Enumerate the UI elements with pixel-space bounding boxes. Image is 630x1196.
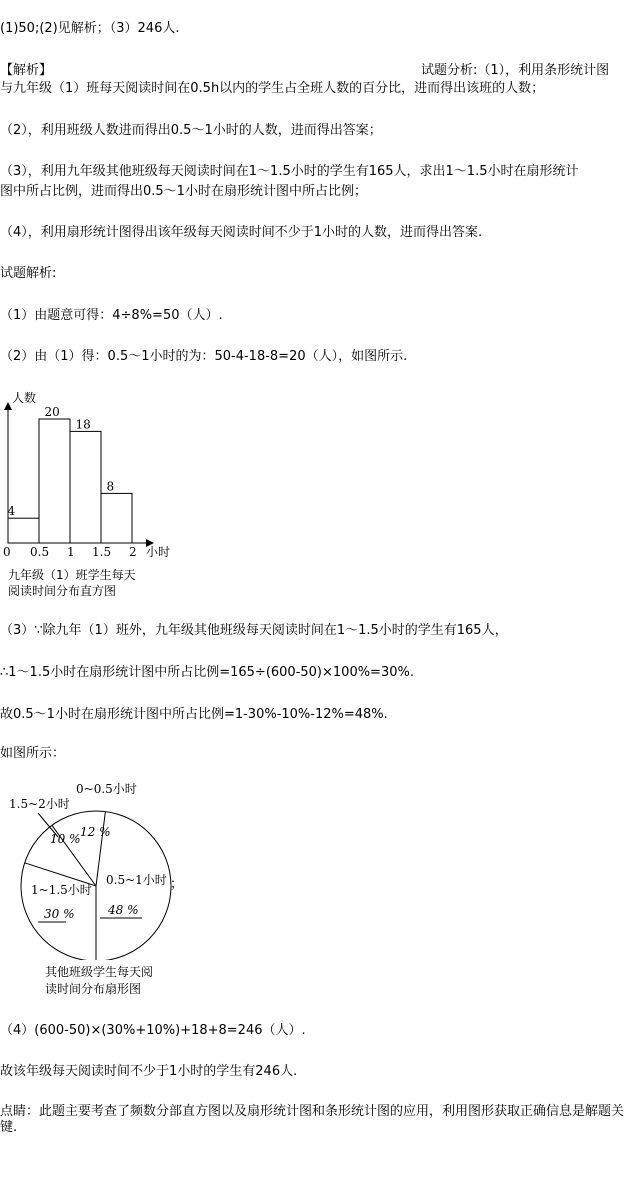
- solution-2: （2）由（1）得：0.5～1小时的为：50-4-18-8=20（人），如图所示.: [0, 349, 408, 364]
- analysis-intro: 试题分析:（1），利用条形统计图: [421, 63, 610, 78]
- solution-header: 试题解析:: [0, 266, 57, 281]
- pie-chart: [0, 775, 200, 960]
- histogram-x-tick: 0.5: [30, 545, 50, 559]
- pie-slice-percent: 10 %: [50, 832, 81, 846]
- solution-3-line2: ∴1～1.5小时在扇形统计图中所占比例=165÷(600-50)×100%=30%.: [0, 665, 414, 680]
- analysis-p4: （4），利用扇形统计图得出该年级每天阅读时间不少于1小时的人数，进而得出答案.: [0, 225, 483, 240]
- origin-label: 0: [3, 545, 11, 559]
- pie-caption-line1: 其他班级学生每天阅: [45, 965, 154, 979]
- pie-slice-boundary: [96, 812, 105, 886]
- solution-3-line3: 故0.5～1小时在扇形统计图中所占比例=1-30%-10%-12%=48%.: [0, 707, 388, 722]
- pie-slice-percent: 48 %: [108, 903, 139, 917]
- analysis-header: 【解析】: [0, 63, 53, 78]
- pie-slice-label: 0.5~1小时: [106, 873, 167, 887]
- comment: 点睛：此题主要考查了频数分部直方图以及扇形统计图和条形统计图的应用，利用图形获取正确信息是解题关键.: [0, 1104, 625, 1135]
- as-shown-label: 如图所示：: [0, 746, 66, 761]
- histogram-bar: [8, 518, 39, 543]
- solution-1: （1）由题意可得：4÷8%=50（人）.: [0, 308, 223, 323]
- histogram-bar: [70, 431, 101, 543]
- analysis-p1-continued: 与九年级（1）班每天阅读时间在0.5h以内的学生占全班人数的百分比，进而得出该班的人数；: [0, 81, 545, 96]
- histogram-x-tick: 1: [67, 545, 75, 559]
- histogram-bar-label: 4: [7, 504, 16, 519]
- y-axis-label: 人数: [12, 391, 37, 405]
- histogram-caption-line2: 阅读时间分布直方图: [8, 584, 117, 598]
- histogram-x-tick: 1.5: [92, 545, 112, 559]
- analysis-p3-line2: 图中所占比例，进而得出0.5～1小时在扇形统计图中所占比例；: [0, 184, 367, 199]
- x-axis-unit: 小时: [146, 545, 171, 559]
- pie-trailing-semicolon: ；: [170, 877, 184, 892]
- pie-slice-label: 1.5~2小时: [9, 797, 70, 811]
- histogram-bar: [39, 419, 70, 543]
- histogram-bar: [101, 493, 132, 543]
- pie-slice-label: 0~0.5小时: [76, 782, 137, 796]
- solution-4: （4）(600-50)×(30%+10%)+18+8=246（人）.: [0, 1023, 306, 1038]
- histogram-bar-label: 20: [44, 405, 60, 419]
- answer-line: (1)50;(2)见解析；（3）246人.: [0, 21, 180, 36]
- pie-slice-percent: 30 %: [44, 907, 75, 921]
- histogram-bar-label: 8: [106, 479, 115, 494]
- pie-slice-label: 1~1.5小时: [31, 883, 92, 897]
- conclusion: 故该年级每天阅读时间不少于1小时的学生有246人.: [0, 1064, 298, 1079]
- histogram-bar-label: 18: [75, 417, 91, 432]
- histogram-x-tick: 2: [129, 545, 137, 559]
- analysis-p2: （2），利用班级人数进而得出0.5～1小时的人数，进而得出答案；: [0, 123, 382, 138]
- pie-caption-line2: 读时间分布扇形图: [45, 982, 142, 996]
- histogram-caption-line1: 九年级（1）班学生每天: [8, 568, 136, 582]
- solution-3-line1: （3）∵除九年（1）班外，九年级其他班级每天阅读时间在1～1.5小时的学生有165人，: [0, 623, 508, 638]
- histogram-chart: [0, 388, 200, 563]
- analysis-p3-line1: （3），利用九年级其他班级每天阅读时间在1～1.5小时的学生有165人，求出1～1.5小时在扇形统计: [0, 164, 579, 179]
- pie-slice-percent: 12 %: [80, 825, 111, 839]
